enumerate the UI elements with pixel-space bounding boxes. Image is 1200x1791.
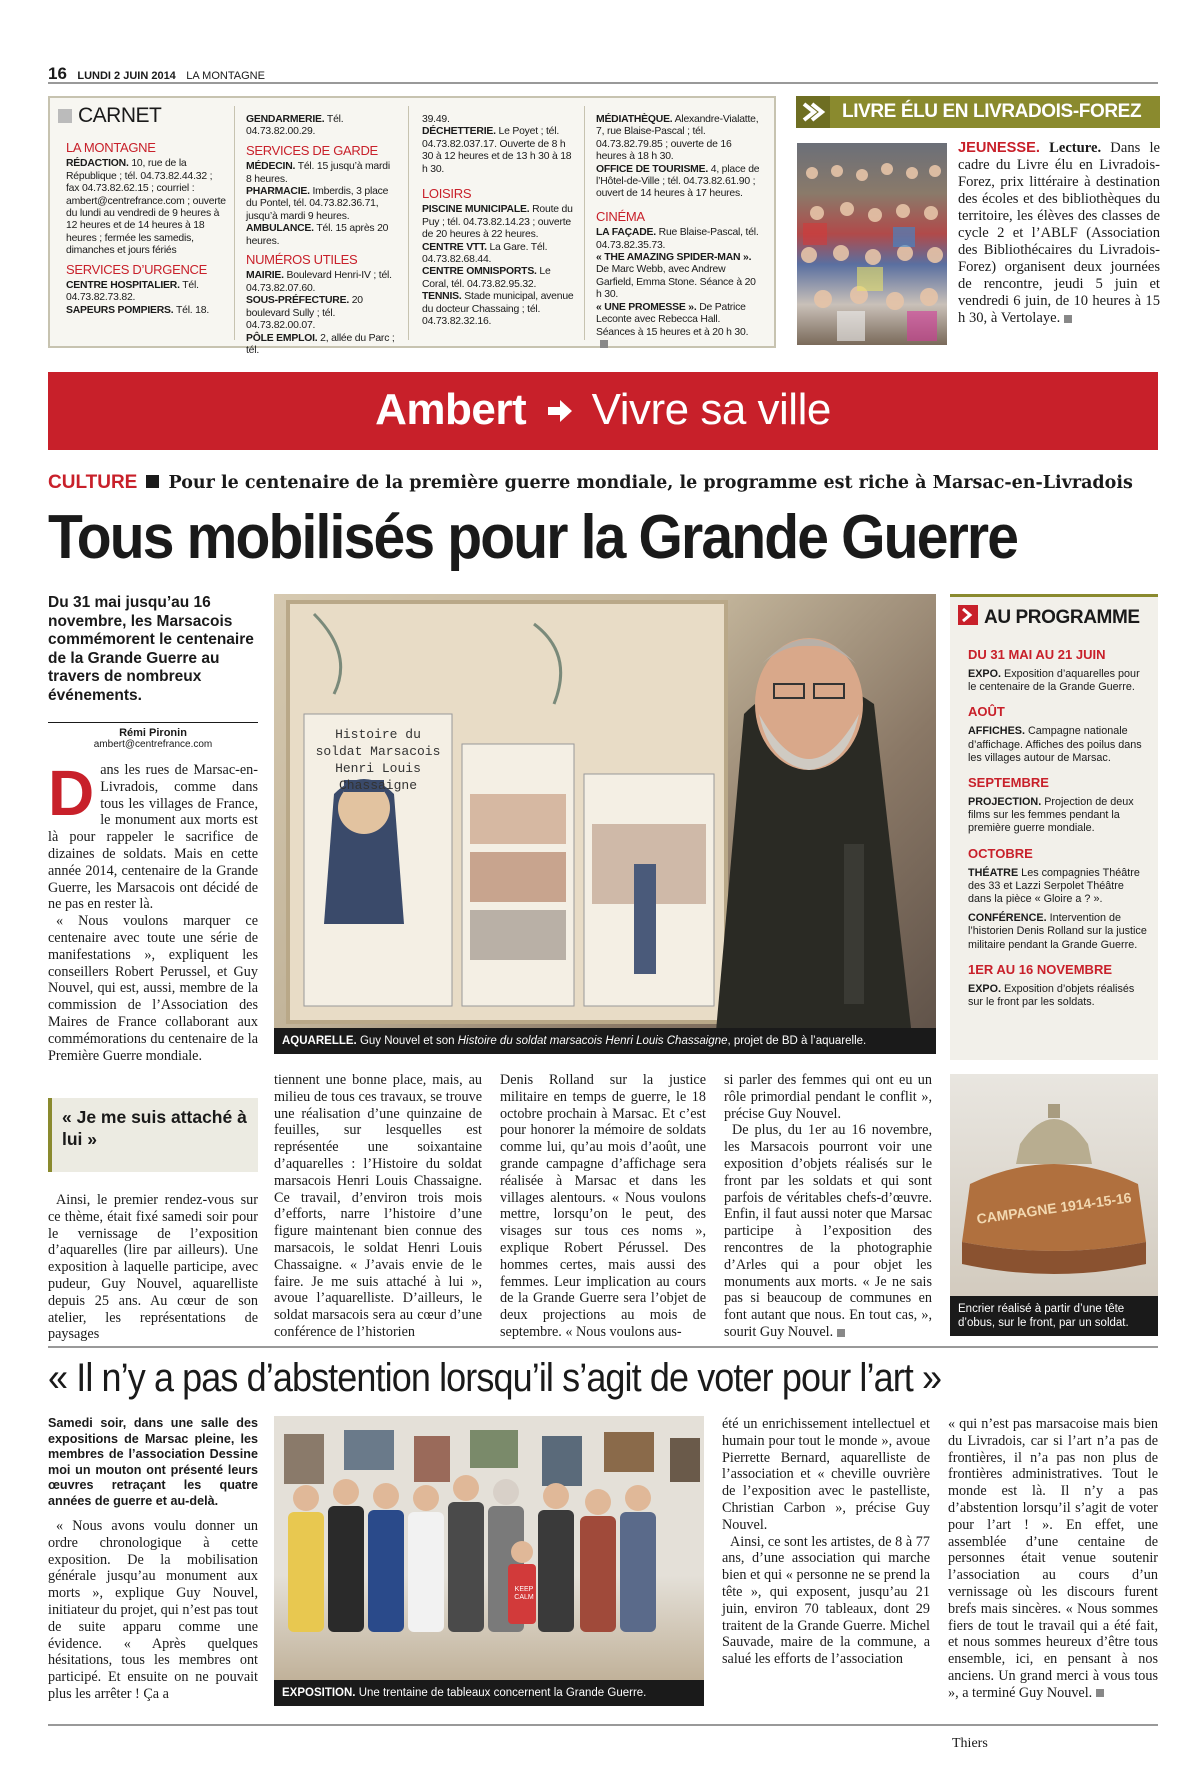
article-col-3: Denis Rolland sur la justice militaire en temps de guerre, le 18 octobre prochain à Marsac. Et c’est pour honorer la mémoire de soldats comme lui, qu’au mois d’août, une grande campagne d’affichage sera réalisée à Marsac et dans les villages alentours. « Nous voulons mettre, lorsqu’on le peut, des visages sur tous ces noms », explique Robert Pérussel. Des hommes certes, mais aussi des femmes. Leur implication au cours de la Grande Guerre sera l’objet de deux projections au mois de septembre. « Nous voulons aus- — [500, 1072, 706, 1340]
livre-title: LIVRE ÉLU EN LIVRADOIS-FOREZ — [842, 101, 1142, 122]
author-email: ambert@centrefrance.com — [93, 739, 213, 750]
arrow-icon — [958, 605, 978, 631]
dropcap: D — [48, 757, 95, 829]
bd-title: Histoire du soldat Marsacois Henri Louis Chassaigne — [315, 727, 441, 793]
divider — [234, 106, 235, 340]
divider — [48, 1724, 1158, 1726]
carnet-col-2: GENDARMERIE. Tél. 04.73.82.00.29. SERVICES DE GARDE MÉDECIN. Tél. 15 jusqu’à mardi 8 heures. PHARMACIE. Imberdis, 3 place du Pontel, tél. 04.73.82.36.71, jusqu’à mardi 9 heures. AMBULANCE. Tél. 15 après 20 heures. NUMÉROS UTILES MAIRIE. Boulevard Henri-IV ; tél. 04.73.82.07.60. SOUS-PRÉFECTURE. 20 boulevard Sully ; tél. 04.73.82.00.07. PÔLE EMPLOI. 2, allée du Parc ; tél. — [246, 114, 395, 356]
programme-box — [950, 594, 1158, 1060]
headline: Tous mobilisés pour la Grande Guerre — [48, 503, 1018, 572]
headline-2: « Il n’y a pas d’abstention lorsqu’il s’agit de voter pour l’art » — [48, 1356, 942, 1400]
carnet-heading: LA MONTAGNE — [66, 140, 156, 155]
rubric: CULTURE — [48, 472, 138, 493]
article-col-2: tiennent une bonne place, mais, au milieu de tous ces travaux, se trouve une réalisation d’une quinzaine de feuilles, sur lesquelles est représentée une soixantaine d’aquarelles : l’Histoire du soldat marsacois Henri Louis Chassaigne. Ce travail, d’environ trois mois d’efforts, narre l’histoire d’une figure maintenant bien connue des marsacois, le soldat Henri Louis Chassaigne. « J’avais envie de le faire. Je me suis attaché à lui », avoue l’aquarelliste. D’ailleurs, le soldat marsacois sera au cœur d’une conférence de l’historien — [274, 1072, 482, 1340]
byline — [48, 722, 258, 750]
carnet-heading: SERVICES DE GARDE — [246, 142, 378, 158]
carnet-square-icon — [58, 109, 72, 123]
carnet-heading: LOISIRS — [422, 186, 472, 202]
exposition-caption: EXPOSITION. Une trentaine de tableaux concernent la Grande Guerre. — [274, 1680, 704, 1706]
carnet-box — [48, 96, 776, 356]
carnet-title: CARNET — [58, 104, 161, 128]
surtitle: CULTURE Pour le centenaire de la première guerre mondiale, le programme est riche à Marsac-en-Livradois — [48, 472, 1133, 493]
school-children-photo — [797, 143, 947, 345]
carnet-heading: SERVICES D’URGENCE — [66, 261, 208, 277]
end-mark-icon — [1096, 1689, 1104, 1697]
page-number: 16 — [48, 64, 67, 83]
livre-text: JEUNESSE. Lecture. Dans le cadre du Livre élu en Livradois-Forez, prix littéraire à destination des écoles et des bibliothèques du territoire, les élèves des classes de cycle 2 et l’ABLF (Association des Bibliothécaires du Livradois-Forez) organisent deux journées de rencontre, jeudi 5 juin et vendredi 6 juin, de 10 heures à 15 h 30, à Vertolaye. — [958, 140, 1160, 326]
carnet-heading: NUMÉROS UTILES — [246, 252, 358, 268]
folio-paper: LA MONTAGNE — [186, 70, 265, 82]
exposition-photo — [274, 1416, 704, 1706]
folio-date: LUNDI 2 JUIN 2014 — [77, 70, 176, 82]
article-col-1: D ans les rues de Marsac-en-Livradois, comme dans tous les villages de France, le monument aux morts est là pour rappeler le sacrifice de dizaines de soldats. Mais en cette année 2014, centenaire de la Grande Guerre, les Marsacois ont décidé de ne pas en rester là. « Nous voulons marquer ce centenaire avec toute une série de manifestations », expliquent les conseillers Robert Perussel, et Guy Nouvel, qui est, aussi, membre de la commission de l’Association des Maires de France collaborant aux commémorations du centenaire de la Première Guerre mondiale. — [48, 757, 258, 1064]
article2-col-3: « qui n’est pas marsacoise mais bien du Livradois, car si l’art n’a pas de frontières, il n’a pas non plus de frontières administratives. Tout le monde est là. Il n’y a pas d’abstention lorsqu’il s’agit de voter pour l’art ! ». En effet, une assemblée d’une centaine de personnes était venue soutenir l’association au cours d’un vernissage où les discours furent brefs mais sincères. « Nous sommes fiers de tout le travail qui a été fait, et nous sommes heureux d’être tous ensemble, ici, en pensant à nos anciens. Un grand merci à vous tous », a terminé Guy Nouvel. — [948, 1416, 1158, 1701]
programme-title: AU PROGRAMME — [958, 605, 1140, 631]
footer-city: Thiers — [952, 1736, 988, 1751]
banner-section: Vivre sa ville — [591, 385, 831, 434]
section-banner — [48, 372, 1158, 450]
banner-city: Ambert — [375, 385, 527, 434]
encrier-caption: Encrier réalisé à partir d’une tête d’obus, sur le front, par un soldat. — [950, 1296, 1158, 1336]
end-mark-icon — [837, 1329, 845, 1337]
arrow-right-icon — [544, 386, 574, 438]
encrier-engraving: CAMPAGNE 1914-15-16 — [975, 1189, 1133, 1227]
divider — [408, 106, 409, 340]
end-mark-icon — [600, 340, 608, 348]
pull-quote: « Je me suis attaché à lui » — [48, 1098, 258, 1172]
encrier-photo — [950, 1074, 1158, 1336]
carnet-col-3: 39.49. DÉCHETTERIE. Le Poyet ; tél. 04.73.82.037.17. Ouverte de 8 h 30 à 12 heures et de 13 h 30 à 18 h 30. LOISIRS PISCINE MUNICIPALE. Route du Puy ; tél. 04.73.82.14.23 ; ouverte de 20 heures à 22 heures. CENTRE VTT. La Gare. Tél. 04.73.82.68.44. CENTRE OMNISPORTS. Le Coral, tél. 04.73.82.95.32. TENNIS. Stade municipal, avenue du docteur Chassaing ; tél. 04.73.82.32.16. — [422, 114, 574, 328]
square-icon — [146, 475, 159, 488]
tshirt-text: KEEP CALM — [514, 1586, 534, 1601]
end-mark-icon — [1064, 315, 1072, 323]
article-col-4: si parler des femmes qui ont eu un rôle primordial pendant le conflit », précise Guy Nouvel. De plus, du 1er au 16 novembre, les Marsacois pourront voir une exposition d’objets réalisés sur le front par les soldats et qui sont parfois de véritables chefs-d’œuvre. Enfin, il faut aussi noter que Marsac participe à l’exposition des rencontres de la photographie d’Arles qui a pour objet les monuments aux morts. « Je ne sais pas si beaucoup de communes en font autant que nous. En tout cas, », sourit Guy Nouvel. — [724, 1072, 932, 1340]
programme-list: DU 31 MAI AU 21 JUIN EXPO. Exposition d’aquarelles pour le centenaire de la Grande Guerre. AOÛT AFFICHES. Campagne nationale d’affichage. Affiches des poilus dans les villages autour de Marsac. SEPTEMBRE PROJECTION. Projection de deux films sur les femmes pendant la première guerre mondiale. OCTOBRE THÉATRE Les compagnies Théâtre des 33 et Lazzi Serpolet Théâtre dans la pièce « Gloire a ? ». CONFÉRENCE. Intervention de l’historien Denis Rolland sur la justice militaire pendant la Grande Guerre. 1ER AU 16 NOVEMBRE EXPO. Exposition d’objets réalisés sur le front par les soldats. — [968, 647, 1147, 1009]
photo-caption: AQUARELLE. Guy Nouvel et son Histoire du soldat marsacois Henri Louis Chassaigne, projet de BD à l’aquarelle. — [274, 1028, 936, 1054]
arrow-icon — [796, 96, 830, 128]
article2-col-2: été un enrichissement intellectuel et humain pour tout le monde », avoue Pierrette Bernard, aquarelliste de l’association et « cheville ouvrière de l’exposition avec le pastelliste, Christian Carbon », précise Guy Nouvel. Ainsi, ce sont les artistes, de 8 à 77 ans, d’une association qui marche bien et qui « personne ne se prend la tête », qui exposent, jusqu’au 21 juin, environ 70 tableaux, dont 29 traitent de la Grande Guerre. Michel Sauvade, maire de la commune, a salué les efforts de l’association — [722, 1416, 930, 1668]
carnet-col-1: LA MONTAGNE RÉDACTION. 10, rue de la République ; tél. 04.73.82.44.32 ; fax 04.73.82.62.15 ; courriel : ambert@centrefrance.com ; ouverte du lundi au vendredi de 9 heures à 12 heures et de 14 heures à 18 heures ; fermée les samedis, dimanches et jours fériés SERVICES D’URGENCE CENTRE HOSPITALIER. Tél. 04.73.82.73.82. SAPEURS POMPIERS. Tél. 18. — [66, 140, 226, 316]
chapo: Du 31 mai jusqu’au 16 novembre, les Marsacois commémorent le centenaire de la Grande Guerre au travers de nombreux événements. — [48, 594, 254, 704]
divider — [584, 106, 585, 340]
author: Rémi Pironin — [119, 727, 187, 739]
aquarelle-photo — [274, 594, 936, 1054]
carnet-heading: CINÉMA — [596, 208, 645, 224]
livre-header — [796, 96, 1160, 128]
folio — [48, 64, 1158, 84]
carnet-col-4: MÉDIATHÈQUE. Alexandre-Vialatte, 7, rue Blaise-Pascal ; tél. 04.73.82.79.85 ; ouverte de 16 heures à 18 h 30. OFFICE DE TOURISME. 4, place de l’Hôtel-de-Ville ; tél. 04.73.82.61.90 ; ouvert de 14 heures à 17 heures. CINÉMA LA FAÇADE. Rue Blaise-Pascal, tél. 04.73.82.35.73. « THE AMAZING SPIDER-MAN ». De Marc Webb, avec Andrew Garfield, Emma Stone. Séance à 20 h 30. « UNE PROMESSE ». De Patrice Leconte avec Rebecca Hall. Séances à 15 heures et à 20 h 30. — [596, 114, 760, 351]
article-col-1b: Ainsi, le premier rendez-vous sur ce thème, était fixé samedi soir pour le vernissage de l’exposition d’aquarelles (lire par ailleurs). Une exposition à laquelle participe, avec pudeur, Guy Nouvel, aquarelliste depuis 25 ans. Au cœur de son atelier, les représentations de paysages — [48, 1192, 258, 1343]
article2-col-1: « Nous avons voulu donner un ordre chronologique à cette exposition. De la mobilisation générale jusqu’au monument aux morts », explique Guy Nouvel, initiateur du projet, qui n’est pas tout de suite apparu comme une évidence. « Après quelques hésitations, tous les membres ont participé. Et ensuite on ne pouvait plus les arrêter ! Ça a — [48, 1518, 259, 1702]
divider — [48, 1346, 1158, 1348]
chapo-2: Samedi soir, dans une salle des expositions de Marsac pleine, les membres de l’association Dessine moi un mouton ont présenté leurs œuvres retraçant les quatre années de guerre et au-delà. — [48, 1416, 258, 1508]
